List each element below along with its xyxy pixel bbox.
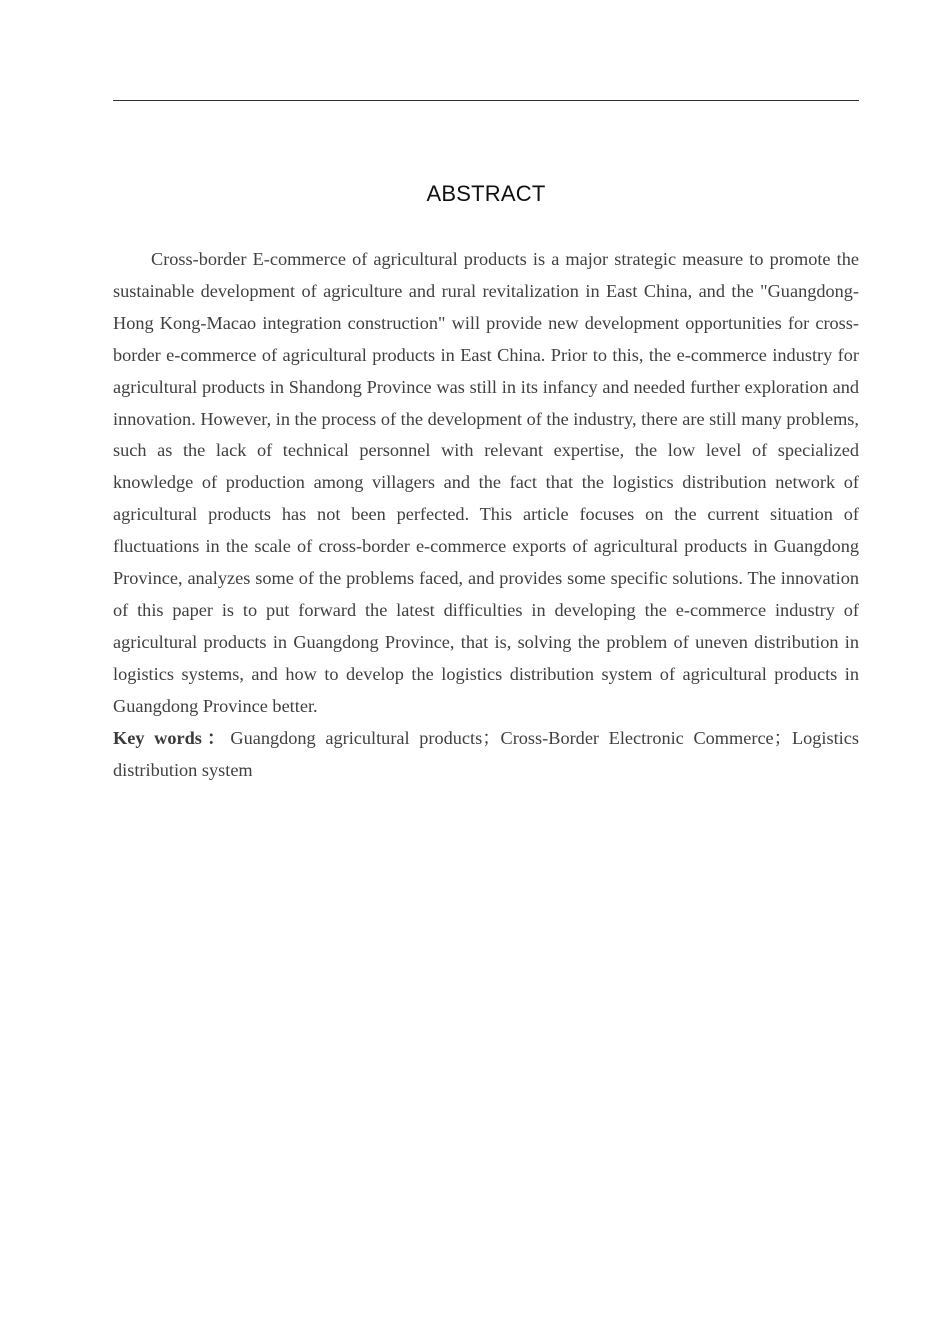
- abstract-paragraph: Cross-border E-commerce of agricultural products is a major strategic measure to promote the sustainable development of agriculture and rural revitalization in East China, and the "Guangdong-Hong Kong-Macao integration construction" will provide new development opportunities for cross-border e-commerce of agricultural products in East China. Prior to this, the e-commerce industry for agricultural products in Shandong Province was still in its infancy and needed further exploration and innovation. However, in the process of the development of the industry, there are still many problems, such as the lack of technical personnel with relevant expertise, the low level of specialized knowledge of production among villagers and the fact that the logistics distribution network of agricultural products has not been perfected. This article focuses on the current situation of fluctuations in the scale of cross-border e-commerce exports of agricultural products in Guangdong Province, analyzes some of the problems faced, and provides some specific solutions. The innovation of this paper is to put forward the latest difficulties in developing the e-commerce industry of agricultural products in Guangdong Province, that is, solving the problem of uneven distribution in logistics systems, and how to develop the logistics distribution system of agricultural products in Guangdong Province better.: [113, 249, 859, 716]
- abstract-body: [113, 244, 859, 786]
- header-rule: [113, 100, 859, 101]
- keywords-line: [113, 723, 859, 787]
- abstract-title: ABSTRACT: [426, 181, 546, 206]
- keywords-label: Key words：: [113, 727, 231, 748]
- keywords-text: Guangdong agricultural products；Cross-Border Electronic Commerce；Logistics distribution system: [113, 727, 859, 780]
